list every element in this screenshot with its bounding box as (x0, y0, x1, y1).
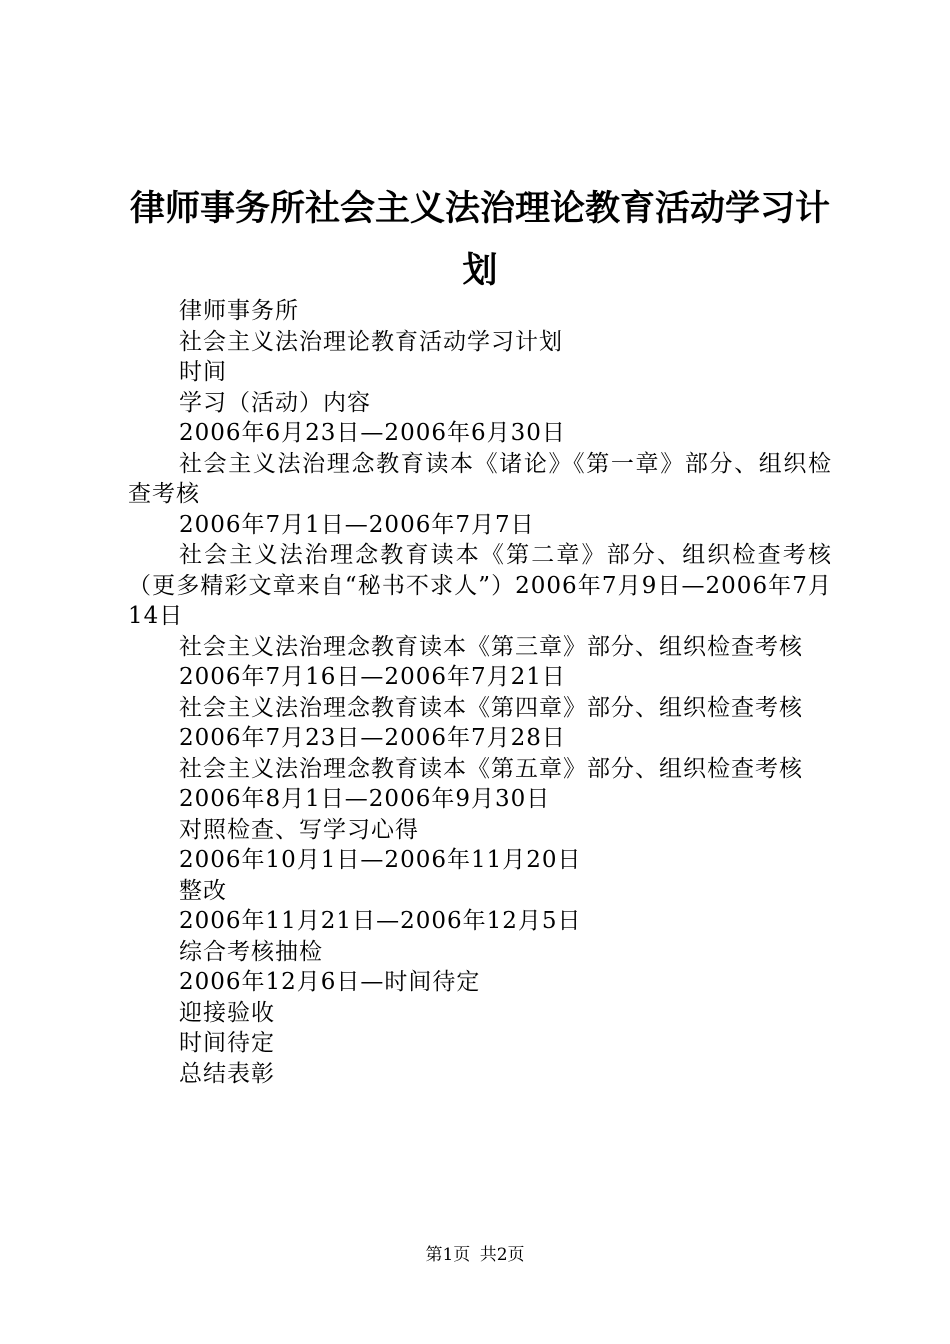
paragraph: 整改 (179, 877, 227, 904)
paragraph: 总结表彰 (179, 1060, 275, 1087)
paragraph: 社会主义法治理论教育活动学习计划 (179, 328, 563, 355)
paragraph: 2006年12月6日—时间待定 (179, 969, 481, 995)
paragraph: 2006年7月16日—2006年7月21日 (179, 664, 566, 690)
paragraph: 对照检查、写学习心得 (179, 816, 419, 843)
paragraph: 2006年8月1日—2006年9月30日 (179, 786, 551, 812)
document-body (128, 296, 832, 1089)
paragraph: 律师事务所 (179, 298, 299, 324)
paragraph: 时间待定 (179, 1030, 275, 1056)
paragraph: 社会主义法治理念教育读本《第四章》部分、组织检查考核 (179, 694, 803, 721)
paragraph: 社会主义法治理念教育读本《第五章》部分、组织检查考核 (179, 755, 803, 782)
paragraph: 2006年7月1日—2006年7月7日 (179, 511, 535, 538)
paragraph: 社会主义法治理念教育读本《第三章》部分、组织检查考核 (179, 633, 803, 660)
paragraph: 综合考核抽检 (179, 938, 323, 965)
paragraph: 2006年10月1日—2006年11月20日 (179, 847, 582, 873)
paragraph: 时间 (179, 359, 227, 385)
paragraph: 社会主义法治理念教育读本《第二章》部分、组织检查考核（更多精彩文章来自“秘书不求人”）2006年7月9日—2006年7月14日 (128, 542, 832, 629)
page-number-footer: 第1页 共2页 (425, 1245, 525, 1265)
paragraph: 2006年6月23日—2006年6月30日 (179, 420, 566, 446)
paragraph: 迎接验收 (179, 999, 275, 1026)
document-title: 律师事务所社会主义法治理论教育活动学习计划 (129, 188, 830, 291)
paragraph: 2006年11月21日—2006年12月5日 (179, 908, 582, 934)
paragraph: 2006年7月23日—2006年7月28日 (179, 725, 566, 751)
paragraph: 学习（活动）内容 (179, 389, 371, 416)
paragraph: 社会主义法治理念教育读本《诸论》《第一章》部分、组织检查考核 (128, 450, 832, 507)
